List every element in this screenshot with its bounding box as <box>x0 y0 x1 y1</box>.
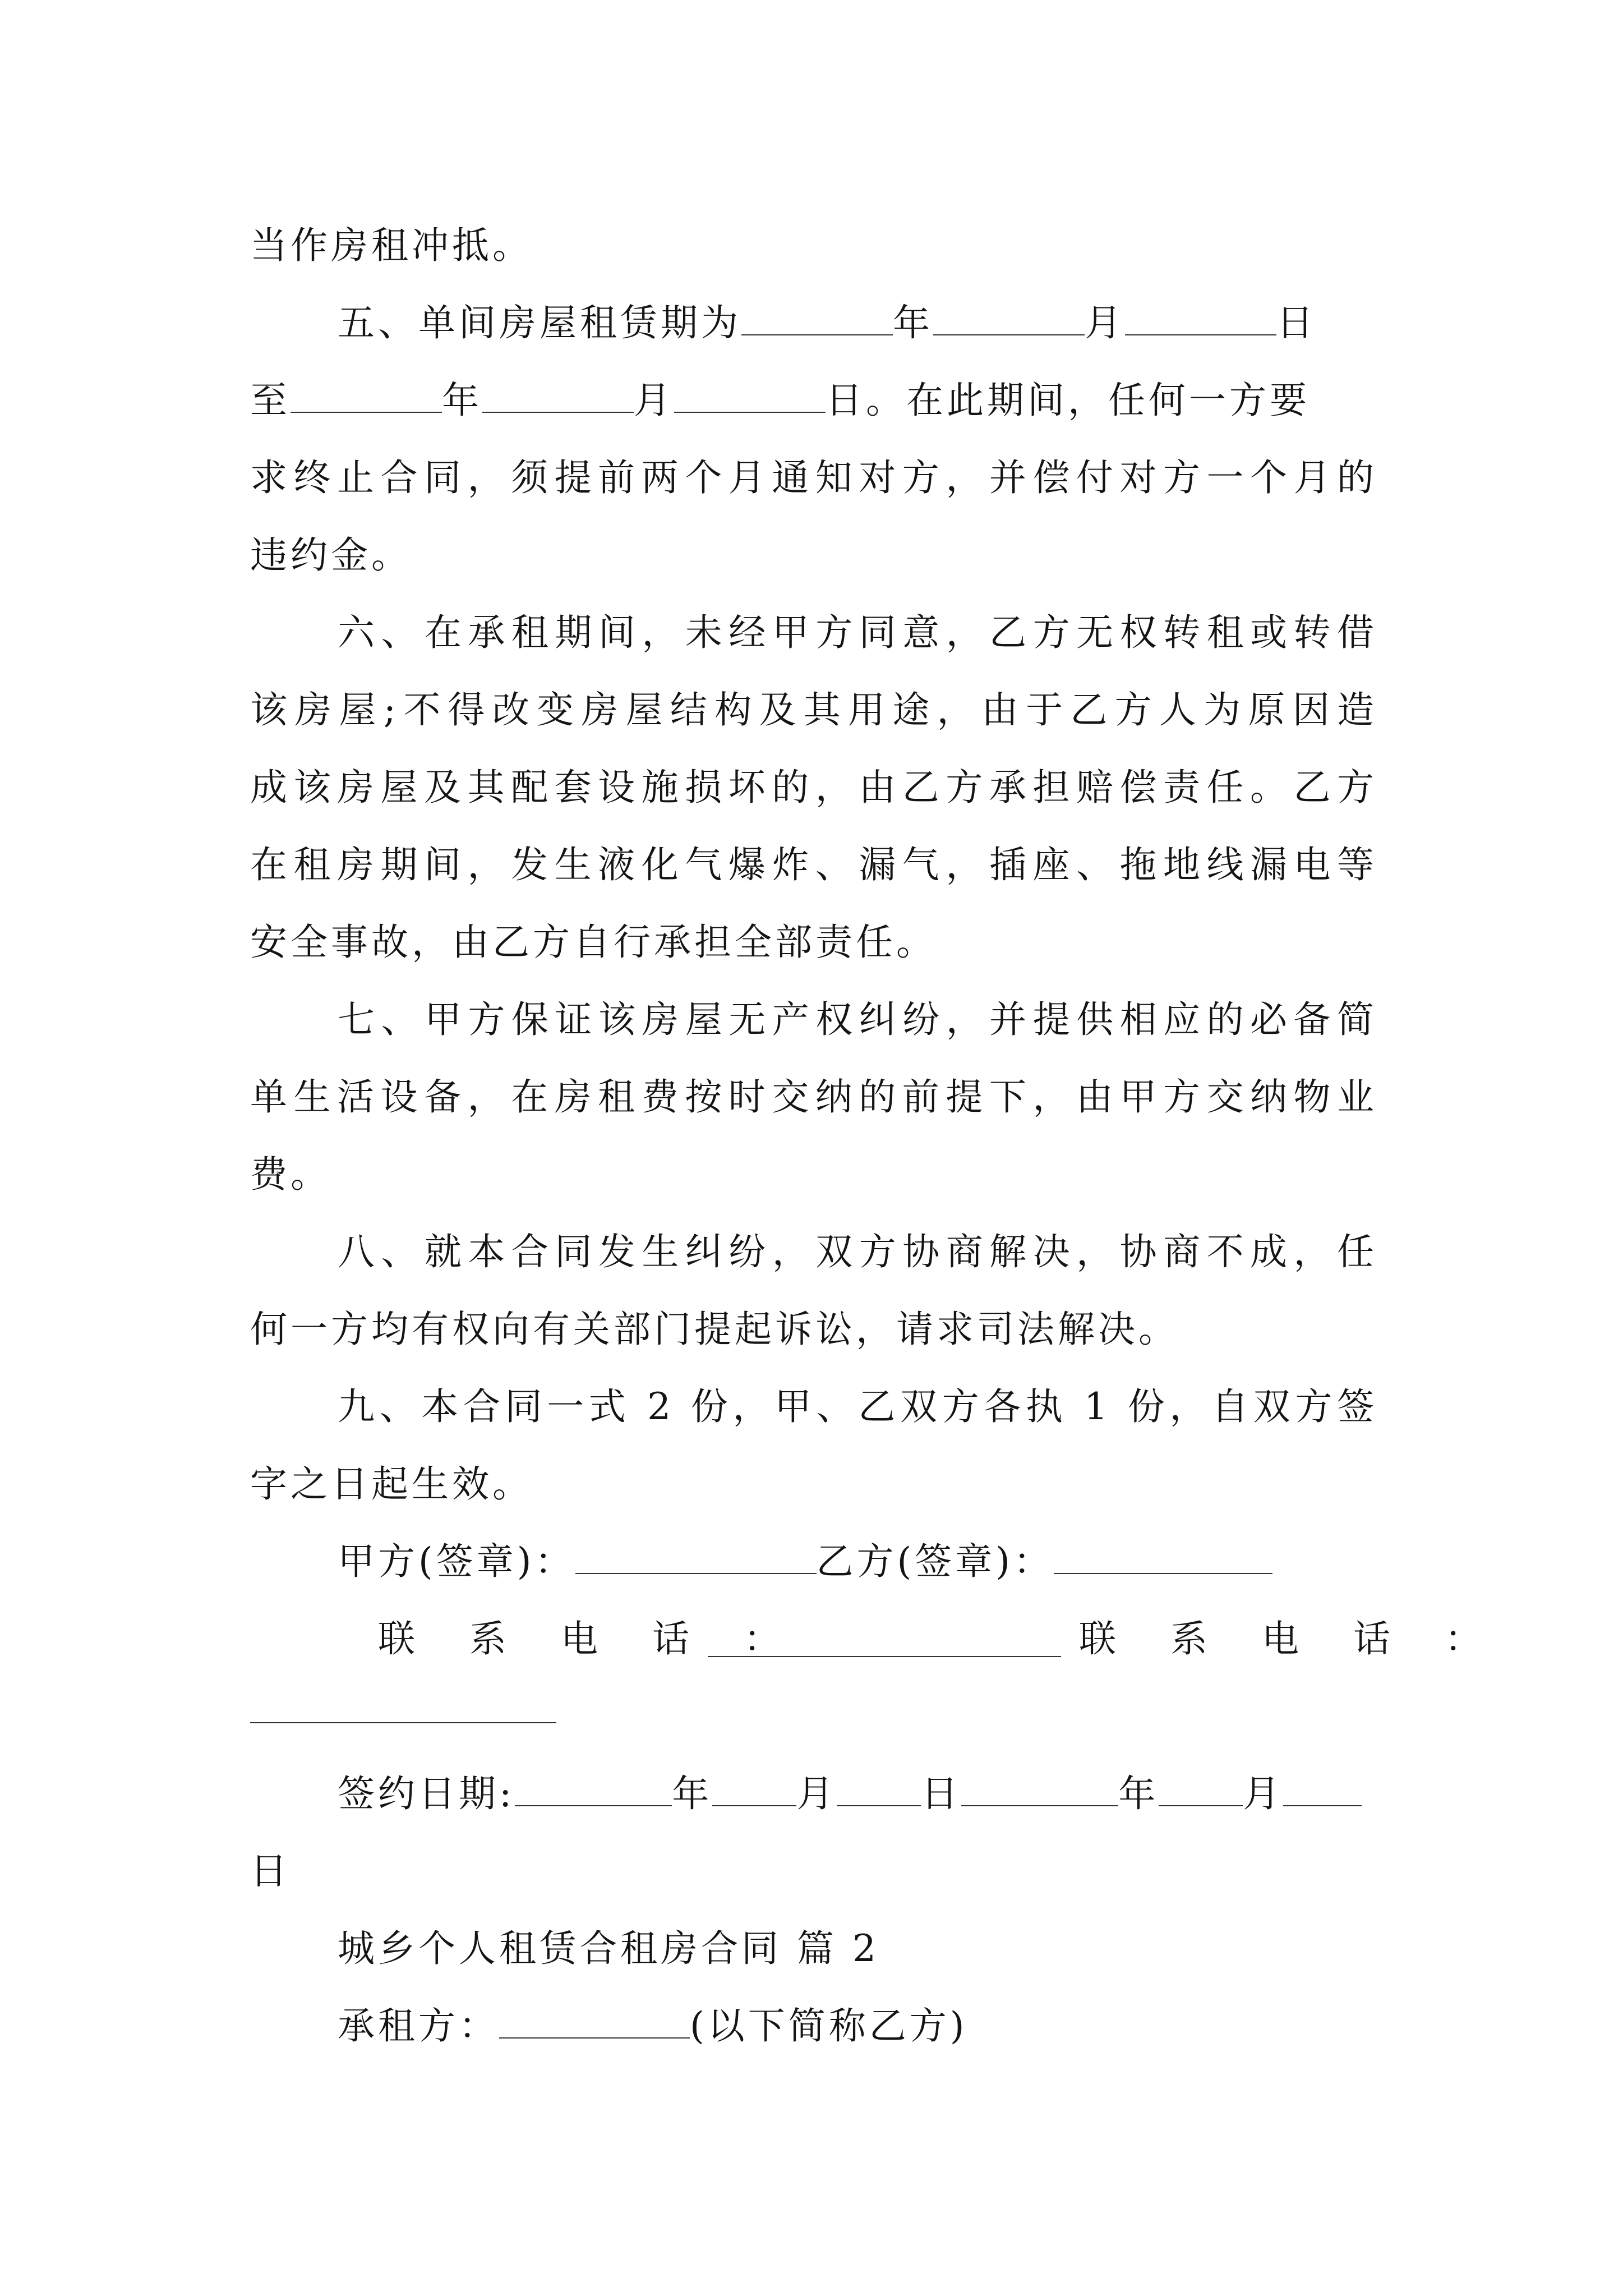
text-run: 至 <box>250 379 291 422</box>
lessee-label: 承租方： <box>338 2004 499 2047</box>
party-b-phone-field[interactable] <box>250 1722 556 1723</box>
text-line <box>250 1307 1179 1352</box>
lessee-note: (以下简称乙方) <box>690 2004 968 2047</box>
text-line <box>250 843 1377 887</box>
text-run: 八、就本合同发生纠纷，双方协商解决，协商不成，任 <box>338 1230 1377 1273</box>
text-line <box>250 378 1310 423</box>
phone-line <box>1079 1617 1503 1662</box>
blank-field[interactable] <box>837 1774 921 1806</box>
party-a-phone-label: 联 系 电 话 ： <box>378 1617 802 1660</box>
text-line <box>250 455 1377 500</box>
blank-field[interactable] <box>1125 303 1276 335</box>
text-run: 在租房期间，发生液化气爆炸、漏气，插座、拖地线漏电等 <box>250 843 1377 886</box>
text-line <box>250 1462 533 1507</box>
lessee-line <box>338 2004 968 2049</box>
text-line <box>250 533 412 578</box>
blank-field[interactable] <box>674 380 826 413</box>
text-line <box>250 223 533 268</box>
text-run: 日 <box>921 1772 962 1815</box>
blank-field[interactable] <box>1159 1774 1243 1806</box>
text-run: 单生活设备，在房租费按时交纳的前提下，由甲方交纳物业 <box>250 1075 1377 1119</box>
blank-field[interactable] <box>515 1774 672 1806</box>
text-run: 年 <box>1118 1772 1159 1815</box>
blank-field[interactable] <box>1283 1774 1362 1806</box>
blank-field[interactable] <box>712 1774 796 1806</box>
text-run: 年 <box>442 379 482 422</box>
signing-date-line <box>338 1772 1362 1816</box>
text-run: 日。在此期间，任何一方要 <box>826 379 1310 422</box>
section-title: 城乡个人租赁合租房合同 篇 2 <box>338 1927 879 1970</box>
party-b-seal-field[interactable] <box>1054 1542 1272 1574</box>
blank-field[interactable] <box>961 1774 1118 1806</box>
blank-field[interactable] <box>741 303 893 335</box>
text-line <box>338 1384 1377 1429</box>
party-a-seal-label: 甲方(签章)： <box>338 1540 575 1583</box>
text-run: 费。 <box>250 1153 331 1196</box>
text-run: 字之日起生效。 <box>250 1462 533 1506</box>
text-run: 求终止合同，须提前两个月通知对方，并偿付对方一个月的 <box>250 456 1377 499</box>
blank-field[interactable] <box>291 380 442 413</box>
text-run: 七、甲方保证该房屋无产权纠纷，并提供相应的必备简 <box>338 998 1377 1041</box>
blank-field[interactable] <box>933 303 1085 335</box>
text-line <box>250 688 1377 733</box>
text-line <box>250 765 1377 810</box>
text-run: 当作房租冲抵。 <box>250 224 533 267</box>
text-run: 成该房屋及其配套设施损坏的，由乙方承担赔偿责任。乙方 <box>250 766 1377 809</box>
text-run: 九、本合同一式 2 份，甲、乙双方各执 1 份，自双方签 <box>338 1385 1377 1428</box>
signing-date-label: 签约日期: <box>338 1772 515 1815</box>
text-run: 违约金。 <box>250 533 412 577</box>
party-a-phone-field[interactable] <box>708 1625 1061 1657</box>
text-line <box>250 1849 291 1894</box>
section-heading <box>338 1926 879 1971</box>
text-line <box>338 301 1317 346</box>
text-run: 月 <box>1243 1772 1284 1815</box>
party-b-seal-label: 乙方(签章)： <box>816 1540 1054 1583</box>
text-line <box>250 1075 1377 1120</box>
text-run: 年 <box>672 1772 713 1815</box>
text-line <box>338 997 1377 1042</box>
party-b-phone-label: 联 系 电 话 ： <box>1079 1617 1503 1660</box>
text-run: 月 <box>1085 301 1125 344</box>
text-line <box>250 1152 331 1197</box>
text-line <box>338 610 1377 655</box>
party-a-seal-field[interactable] <box>575 1542 817 1574</box>
text-run: 何一方均有权向有关部门提起诉讼，请求司法解决。 <box>250 1308 1179 1351</box>
text-run: 安全事故，由乙方自行承担全部责任。 <box>250 921 937 964</box>
signature-line <box>338 1539 1272 1584</box>
text-run: 日 <box>1276 301 1317 344</box>
lessee-field[interactable] <box>499 2006 690 2039</box>
text-line <box>250 920 937 965</box>
text-run: 日 <box>250 1849 291 1893</box>
text-run: 五、单间房屋租赁期为 <box>338 301 741 344</box>
text-run: 月 <box>634 379 674 422</box>
blank-field[interactable] <box>482 380 634 413</box>
text-run: 月 <box>796 1772 837 1815</box>
text-run: 年 <box>893 301 933 344</box>
text-run: 该房屋;不得改变房屋结构及其用途，由于乙方人为原因造 <box>250 688 1377 731</box>
text-line <box>338 1230 1377 1274</box>
text-run: 六、在承租期间，未经甲方同意，乙方无权转租或转借 <box>338 611 1377 654</box>
